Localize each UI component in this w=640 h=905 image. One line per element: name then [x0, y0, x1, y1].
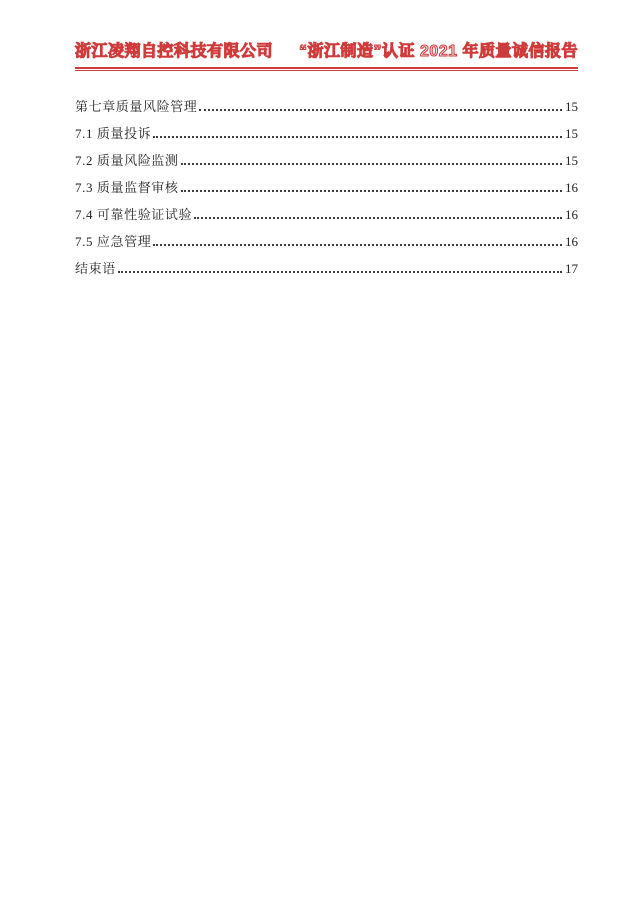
toc-entry[interactable]: [75, 198, 578, 225]
dot-leader: [153, 244, 562, 246]
toc-entry[interactable]: [75, 252, 578, 279]
toc-entry-page-number: 17: [565, 261, 578, 276]
toc-entry-label: 7.4 可靠性验证试验: [75, 207, 193, 222]
header-company-name: 浙江凌翔自控科技有限公司: [75, 43, 274, 60]
dot-leader: [181, 163, 563, 165]
page-header: [0, 0, 640, 71]
toc-entry-page-number: 15: [565, 153, 578, 168]
toc-entry-page-number: 15: [565, 99, 578, 114]
header-row: [75, 42, 578, 62]
toc-entry-label: 7.5 应急管理: [75, 234, 152, 249]
header-rule-thick-line: [75, 67, 578, 69]
header-report-title: “浙江制造”认证 2021 年质量诚信报告: [299, 43, 578, 60]
dot-leader: [181, 190, 563, 192]
toc-entry[interactable]: [75, 171, 578, 198]
toc-entry-page-number: 16: [565, 234, 578, 249]
toc-entry-page-number: 16: [565, 180, 578, 195]
toc-entry-page-number: 16: [565, 207, 578, 222]
toc-entry-label: 结束语: [75, 261, 116, 276]
toc-entry[interactable]: [75, 117, 578, 144]
dot-leader: [153, 136, 562, 138]
dot-leader: [199, 109, 562, 111]
toc-entry-page-number: 15: [565, 126, 578, 141]
header-rule-thin-line: [75, 70, 578, 71]
header-double-rule: [75, 67, 578, 71]
toc-entry[interactable]: [75, 90, 578, 117]
toc-entry-label: 7.3 质量监督审核: [75, 180, 179, 195]
toc-entry-label: 第七章质量风险管理: [75, 99, 198, 114]
table-of-contents: [75, 90, 578, 279]
toc-entry[interactable]: [75, 225, 578, 252]
toc-entry-label: 7.2 质量风险监测: [75, 153, 179, 168]
toc-entry-label: 7.1 质量投诉: [75, 126, 152, 141]
dot-leader: [194, 217, 562, 219]
dot-leader: [118, 271, 562, 273]
toc-entry[interactable]: [75, 144, 578, 171]
